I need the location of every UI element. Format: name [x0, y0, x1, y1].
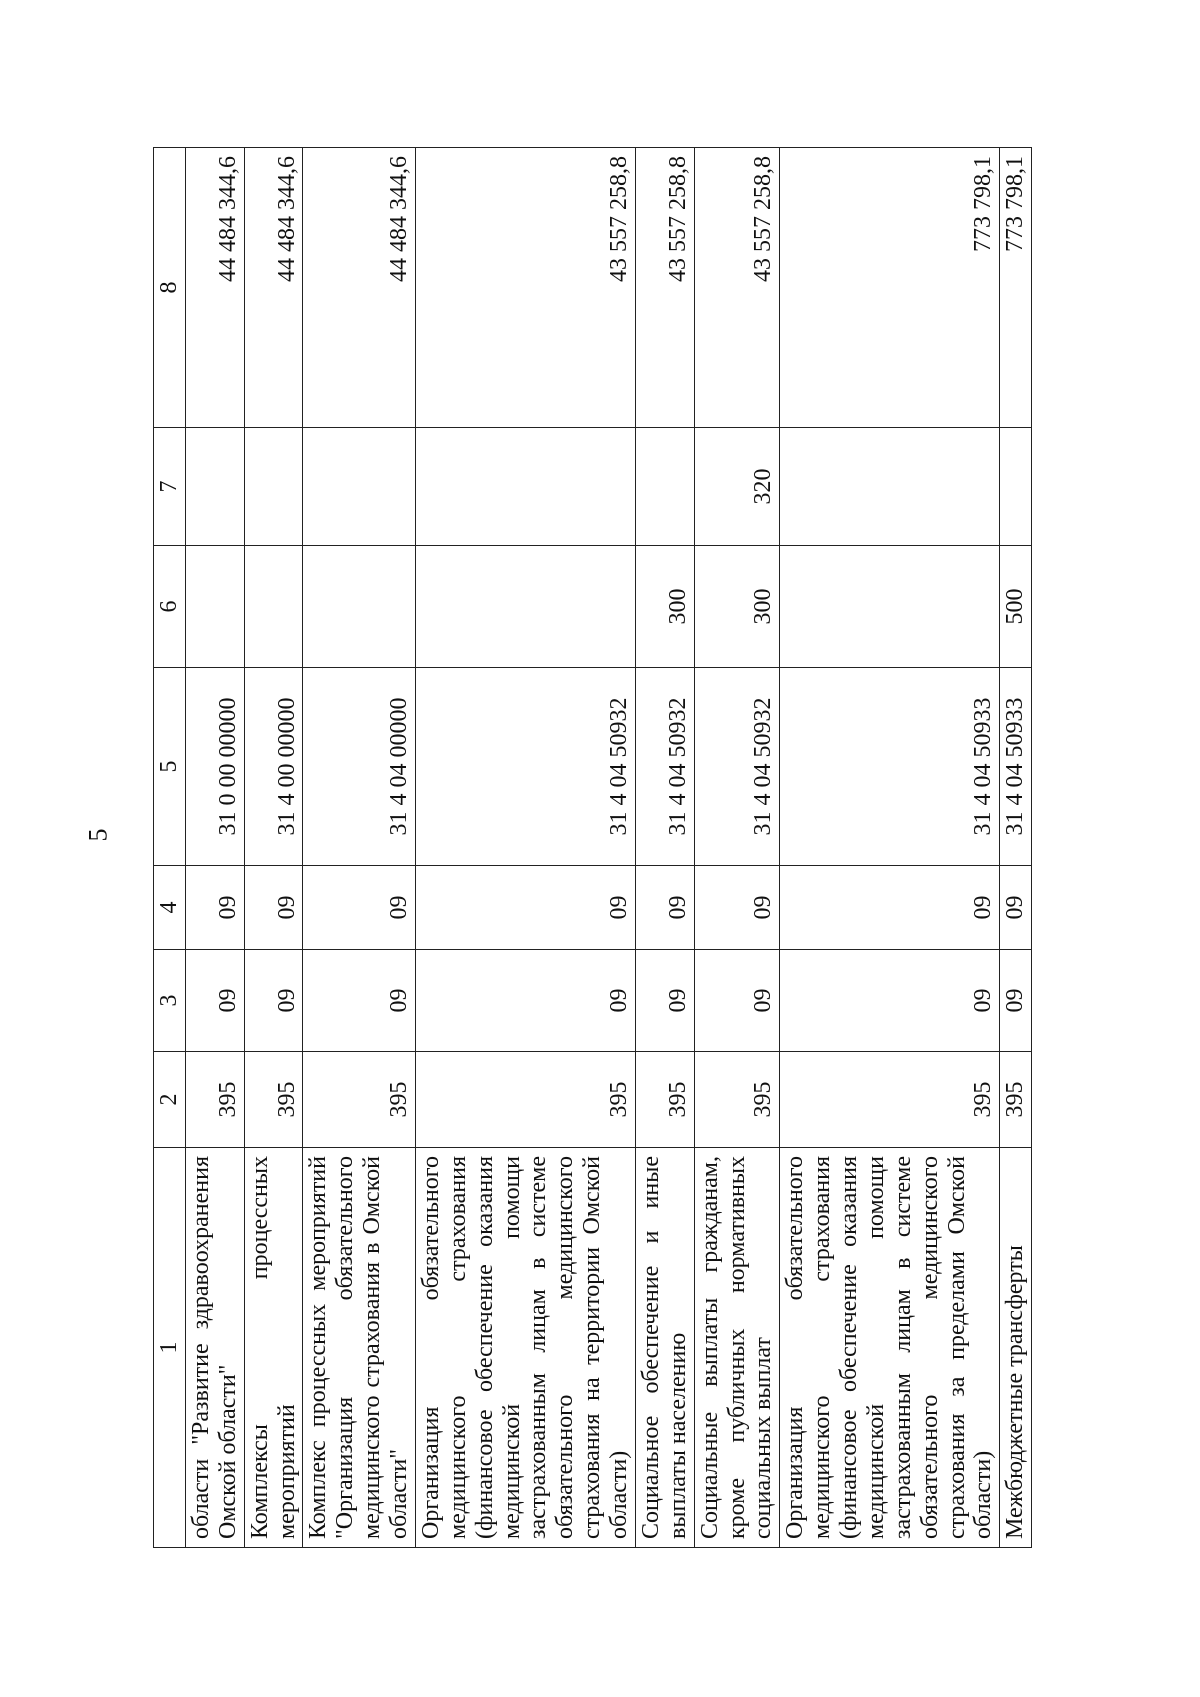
row-col4-cell: 09 [635, 866, 694, 950]
table-row [694, 148, 780, 1548]
row-col7-cell [415, 428, 635, 546]
column-header-6: 6 [154, 546, 186, 668]
column-header-2: 2 [154, 1052, 186, 1148]
row-col4-cell: 09 [780, 866, 1000, 950]
row-col5-cell: 31 4 04 00000 [303, 668, 416, 866]
row-col2-cell: 395 [1000, 1052, 1032, 1148]
row-col6-cell [244, 546, 303, 668]
row-col8-cell: 43 557 258,8 [694, 148, 780, 428]
table-row [635, 148, 694, 1548]
row-name-cell: Организация обязательного медицинского страхования (финансовое обеспечение оказания медицинской помощи застрахованным лицам в системе обязательного медицинского страхования на территории Омской области) [415, 1148, 635, 1548]
row-col7-cell [244, 428, 303, 546]
row-col4-cell: 09 [1000, 866, 1032, 950]
row-name-cell: Организация обязательного медицинского страхования (финансовое обеспечение оказания медицинской помощи застрахованным лицам в системе обязательного медицинского страхования за пределами Омской области) [780, 1148, 1000, 1548]
row-col2-cell: 395 [635, 1052, 694, 1148]
row-col4-cell: 09 [303, 866, 416, 950]
row-col3-cell: 09 [185, 950, 244, 1052]
row-col7-cell [1000, 428, 1032, 546]
column-header-8: 8 [154, 148, 186, 428]
row-col7-cell [780, 428, 1000, 546]
row-col3-cell: 09 [1000, 950, 1032, 1052]
row-col4-cell: 09 [244, 866, 303, 950]
row-col4-cell: 09 [185, 866, 244, 950]
table-row [780, 148, 1000, 1548]
row-col6-cell [780, 546, 1000, 668]
row-col2-cell: 395 [244, 1052, 303, 1148]
row-col7-cell: 320 [694, 428, 780, 546]
row-col6-cell: 300 [694, 546, 780, 668]
row-col6-cell: 500 [1000, 546, 1032, 668]
column-header-7: 7 [154, 428, 186, 546]
row-col2-cell: 395 [303, 1052, 416, 1148]
row-col3-cell: 09 [415, 950, 635, 1052]
row-col3-cell: 09 [303, 950, 416, 1052]
column-header-4: 4 [154, 866, 186, 950]
row-col2-cell: 395 [185, 1052, 244, 1148]
column-header-1: 1 [154, 1148, 186, 1548]
row-col8-cell: 44 484 344,6 [185, 148, 244, 428]
row-col7-cell [303, 428, 416, 546]
row-col8-cell: 773 798,1 [780, 148, 1000, 428]
row-col5-cell: 31 4 04 50932 [635, 668, 694, 866]
row-col7-cell [635, 428, 694, 546]
row-col2-cell: 395 [780, 1052, 1000, 1148]
table-row [1000, 148, 1032, 1548]
row-col3-cell: 09 [244, 950, 303, 1052]
row-col3-cell: 09 [780, 950, 1000, 1052]
budget-table [153, 147, 1032, 1548]
row-col5-cell: 31 4 04 50932 [694, 668, 780, 866]
row-col2-cell: 395 [415, 1052, 635, 1148]
row-col8-cell: 43 557 258,8 [635, 148, 694, 428]
table-row [185, 148, 244, 1548]
row-col6-cell [415, 546, 635, 668]
rotated-table-container [153, 148, 1029, 1548]
row-col4-cell: 09 [694, 866, 780, 950]
row-col6-cell [303, 546, 416, 668]
row-col8-cell: 773 798,1 [1000, 148, 1032, 428]
table-row [415, 148, 635, 1548]
row-col6-cell: 300 [635, 546, 694, 668]
row-col5-cell: 31 4 00 00000 [244, 668, 303, 866]
row-col8-cell: 43 557 258,8 [415, 148, 635, 428]
row-col2-cell: 395 [694, 1052, 780, 1148]
table-body [185, 148, 1031, 1548]
table-row [244, 148, 303, 1548]
row-col5-cell: 31 0 00 00000 [185, 668, 244, 866]
row-col6-cell [185, 546, 244, 668]
row-name-cell: Комплекс процессных мероприятий "Организация обязательного медицинского страхования в Омской области" [303, 1148, 416, 1548]
column-header-3: 3 [154, 950, 186, 1052]
row-col8-cell: 44 484 344,6 [244, 148, 303, 428]
table-row [303, 148, 416, 1548]
row-col5-cell: 31 4 04 50933 [1000, 668, 1032, 866]
row-col5-cell: 31 4 04 50932 [415, 668, 635, 866]
row-col7-cell [185, 428, 244, 546]
row-col5-cell: 31 4 04 50933 [780, 668, 1000, 866]
row-col4-cell: 09 [415, 866, 635, 950]
row-name-cell: Комплексы процессных мероприятий [244, 1148, 303, 1548]
column-header-5: 5 [154, 668, 186, 866]
row-name-cell: Социальные выплаты гражданам, кроме публичных нормативных социальных выплат [694, 1148, 780, 1548]
row-name-cell: Социальное обеспечение и иные выплаты населению [635, 1148, 694, 1548]
row-name-cell: Межбюджетные трансферты [1000, 1148, 1032, 1548]
page-number: 5 [83, 828, 113, 842]
row-col8-cell: 44 484 344,6 [303, 148, 416, 428]
row-col3-cell: 09 [694, 950, 780, 1052]
table-header-row [154, 148, 186, 1548]
row-col3-cell: 09 [635, 950, 694, 1052]
row-name-cell: области "Развитие здравоохранения Омской области" [185, 1148, 244, 1548]
